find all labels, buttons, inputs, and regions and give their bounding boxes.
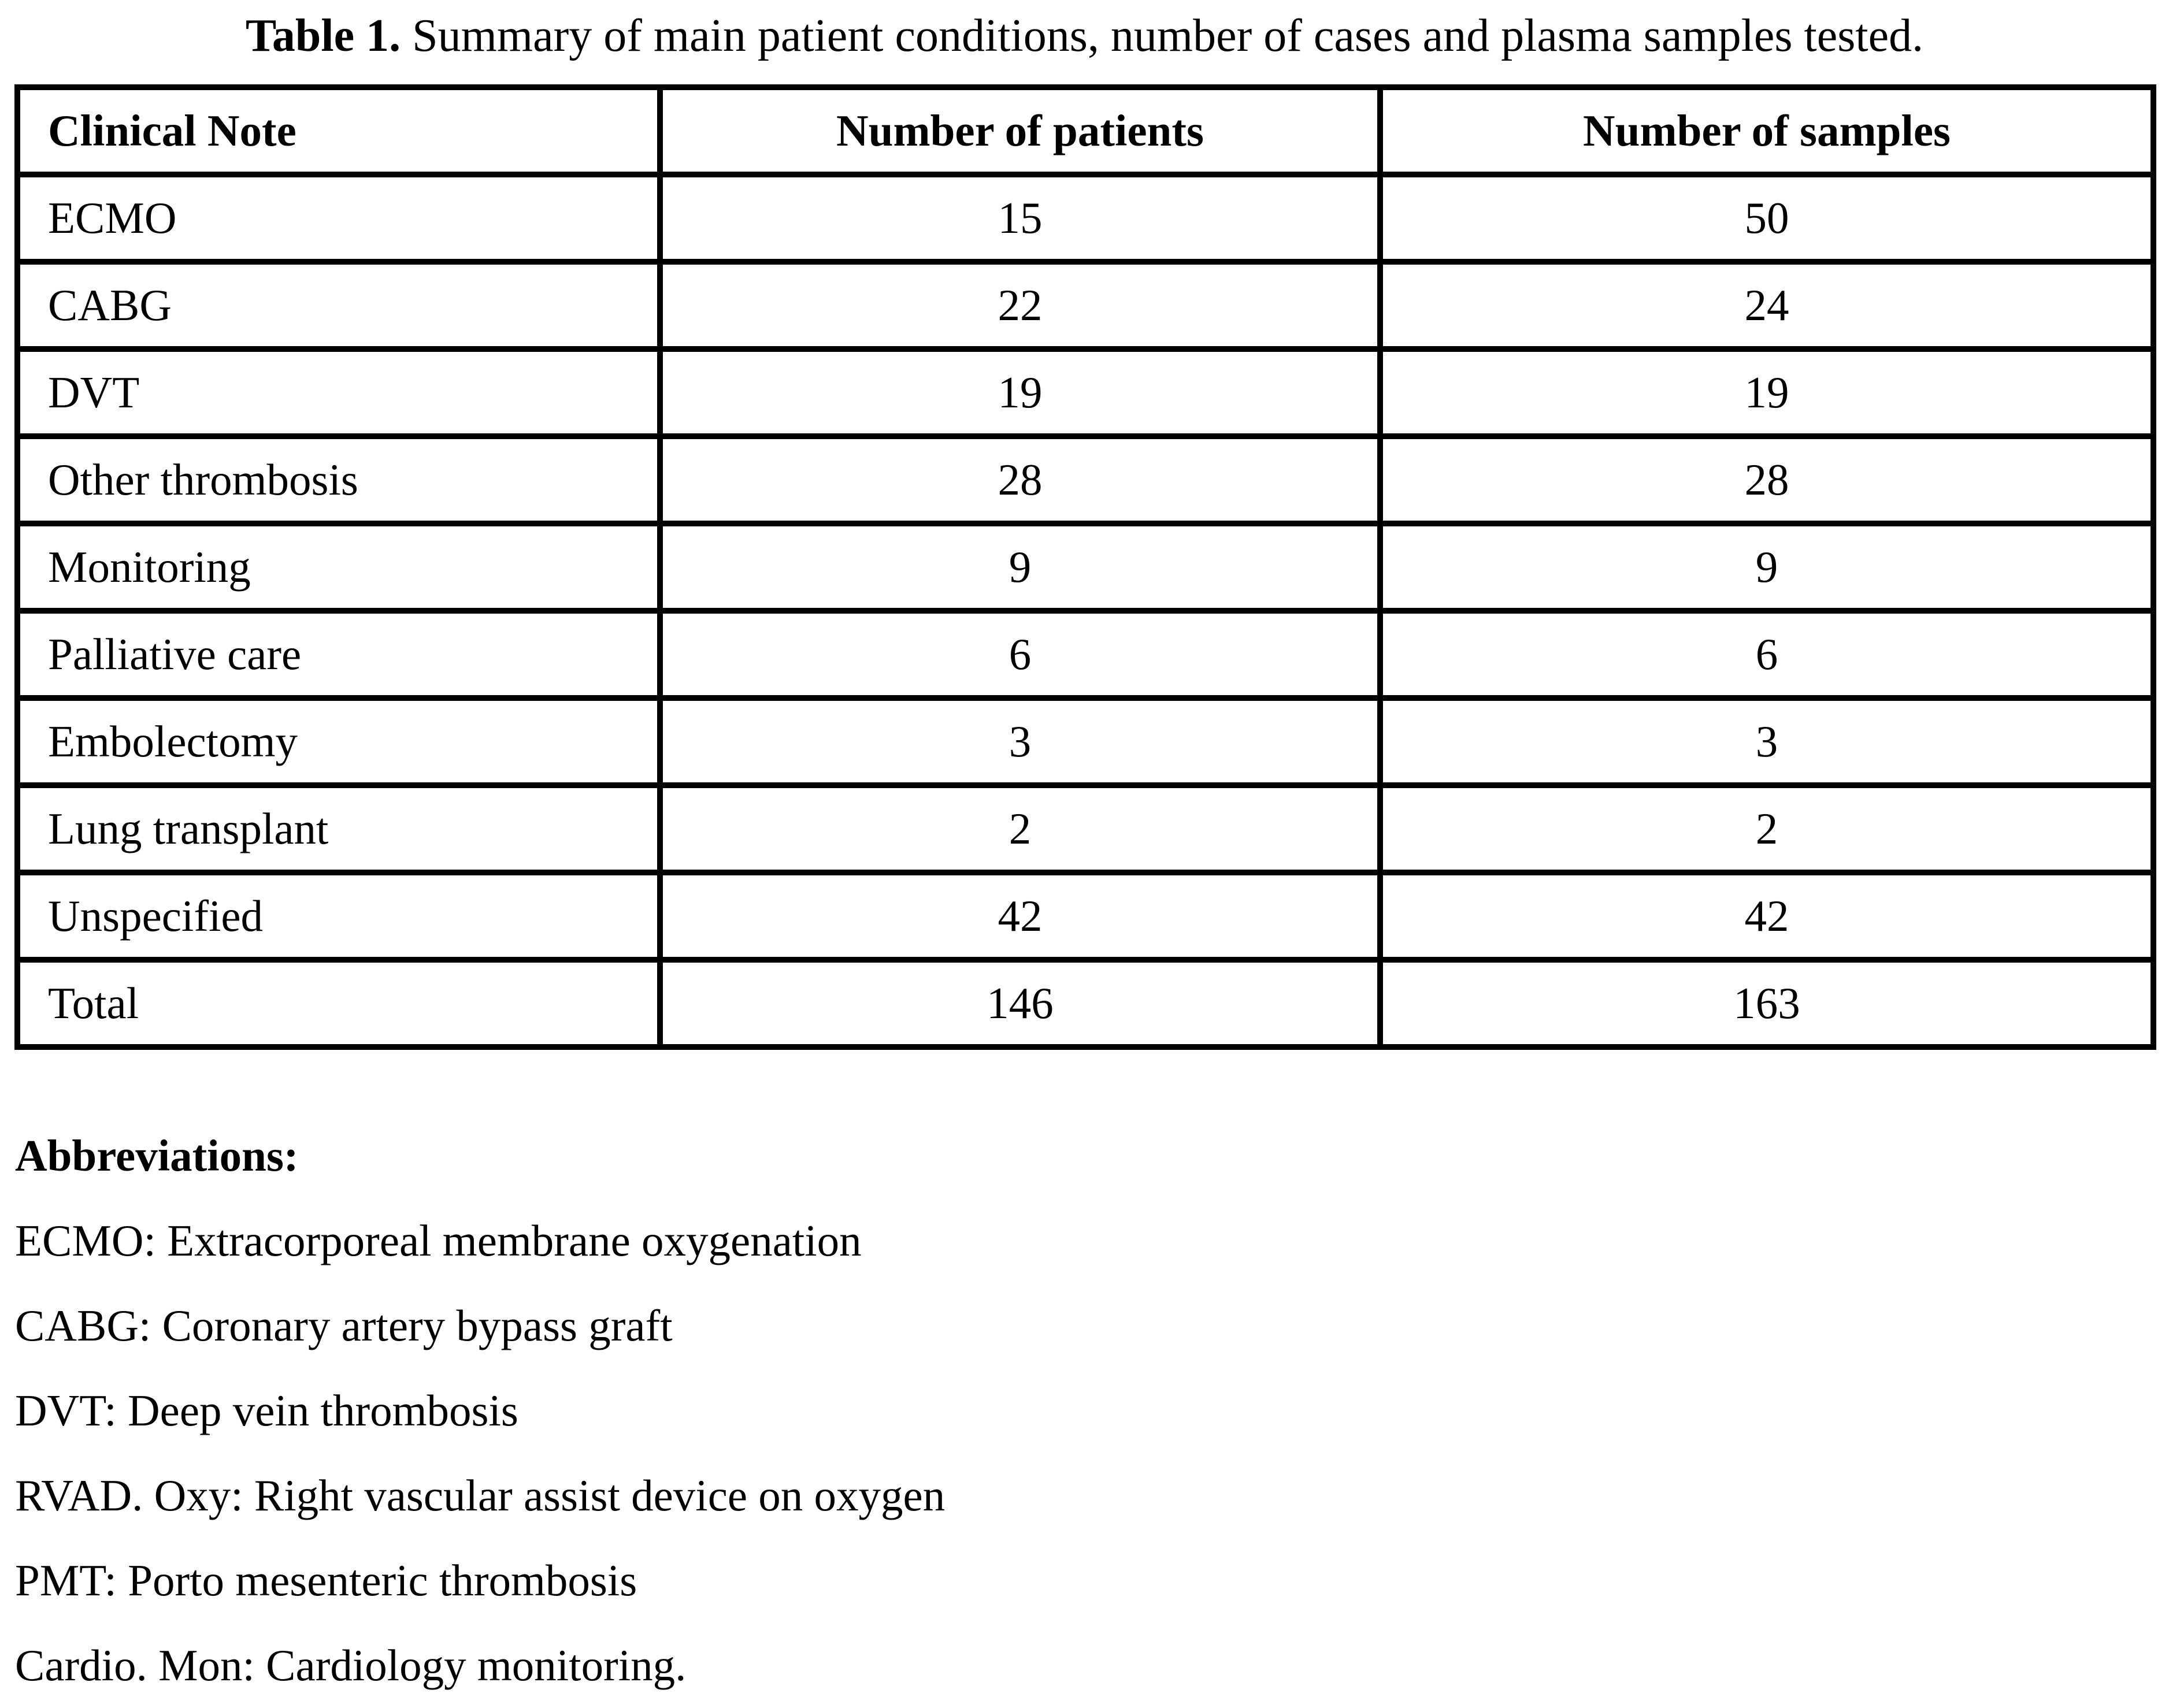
samples-cell: 50 — [1380, 174, 2153, 262]
samples-cell: 24 — [1380, 262, 2153, 349]
abbreviations-section — [15, 1113, 2169, 1708]
samples-cell: 9 — [1380, 523, 2153, 611]
samples-cell: 163 — [1380, 960, 2153, 1047]
table-caption — [0, 0, 2169, 66]
table-row — [17, 262, 2153, 349]
table-row — [17, 174, 2153, 262]
row-label-cell: Lung transplant — [17, 785, 660, 872]
patient-conditions-table — [14, 84, 2156, 1050]
patients-cell: 6 — [660, 611, 1380, 698]
abbreviations-heading: Abbreviations: — [15, 1131, 299, 1180]
row-label-cell: Embolectomy — [17, 698, 660, 785]
table-header-row — [17, 87, 2153, 174]
patients-cell: 9 — [660, 523, 1380, 611]
patients-cell: 3 — [660, 698, 1380, 785]
table-row — [17, 349, 2153, 436]
patients-cell: 28 — [660, 436, 1380, 523]
row-label-cell: Monitoring — [17, 523, 660, 611]
table-row — [17, 785, 2153, 872]
table-caption-label: Table 1. — [245, 10, 401, 61]
patients-cell: 42 — [660, 872, 1380, 960]
samples-cell: 3 — [1380, 698, 2153, 785]
table-row — [17, 872, 2153, 960]
table-row — [17, 523, 2153, 611]
table-row — [17, 960, 2153, 1047]
header-number-of-samples: Number of samples — [1380, 87, 2153, 174]
abbreviation-line-dvt: DVT: Deep vein thrombosis — [15, 1386, 518, 1435]
row-label-cell: Unspecified — [17, 872, 660, 960]
row-label-cell: CABG — [17, 262, 660, 349]
row-label-cell: ECMO — [17, 174, 660, 262]
samples-cell: 19 — [1380, 349, 2153, 436]
abbreviation-line-cardio: Cardio. Mon: Cardiology monitoring. — [15, 1640, 687, 1690]
row-label-cell: Total — [17, 960, 660, 1047]
abbreviation-line-ecmo: ECMO: Extracorporeal membrane oxygenation — [15, 1216, 862, 1265]
samples-cell: 2 — [1380, 785, 2153, 872]
header-number-of-patients: Number of patients — [660, 87, 1380, 174]
samples-cell: 42 — [1380, 872, 2153, 960]
patients-cell: 22 — [660, 262, 1380, 349]
abbreviation-line-pmt: PMT: Porto mesenteric thrombosis — [15, 1555, 637, 1605]
samples-cell: 28 — [1380, 436, 2153, 523]
table-row — [17, 698, 2153, 785]
table-row — [17, 611, 2153, 698]
samples-cell: 6 — [1380, 611, 2153, 698]
patients-cell: 15 — [660, 174, 1380, 262]
table-row — [17, 436, 2153, 523]
abbreviation-line-rvad: RVAD. Oxy: Right vascular assist device on oxygen — [15, 1471, 946, 1520]
header-clinical-note: Clinical Note — [17, 87, 660, 174]
patients-cell: 146 — [660, 960, 1380, 1047]
patients-cell: 2 — [660, 785, 1380, 872]
row-label-cell: Palliative care — [17, 611, 660, 698]
abbreviation-line-cabg: CABG: Coronary artery bypass graft — [15, 1301, 673, 1350]
table-caption-text: Summary of main patient conditions, number of cases and plasma samples tested. — [401, 10, 1924, 61]
row-label-cell: Other thrombosis — [17, 436, 660, 523]
patients-cell: 19 — [660, 349, 1380, 436]
row-label-cell: DVT — [17, 349, 660, 436]
